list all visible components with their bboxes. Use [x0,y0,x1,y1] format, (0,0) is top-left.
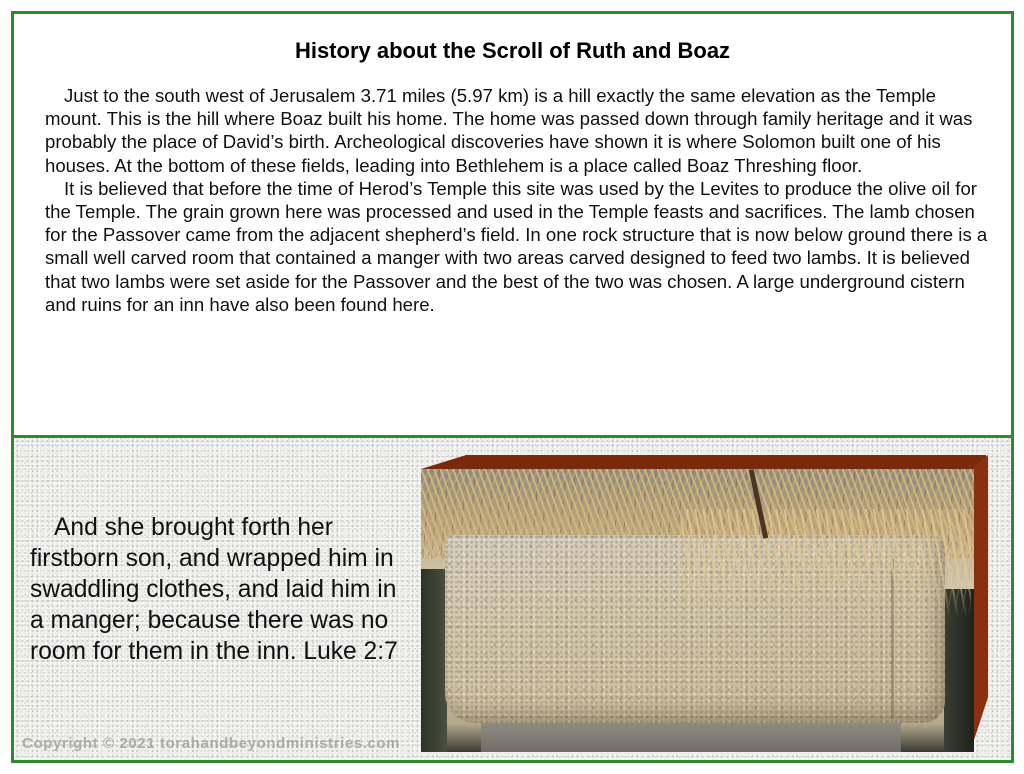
history-panel [14,14,1011,435]
history-text [45,84,990,316]
verse-text: And she brought forth her firstborn son, and wrapped him in swaddling clothes, and laid him in a manger; because there was no room for them in the inn. Luke 2:7 [30,514,398,665]
frame-bevel-top [421,455,986,469]
scripture-verse [30,512,410,667]
history-paragraph: It is believed that before the time of Herod’s Temple this site was used by the Levites to produce the olive oil for the Temple. The grain grown here was processed and used in the Temple feasts and sacrifices. The lamb chosen for the Passover came from the adjacent shepherd’s field. In one rock structure that is now below ground there is a small well carved room that contained a manger with two areas carved designed to feed two lambs. It is believed that two lambs were set aside for the Passover and the best of the two was chosen. A large underground cistern and ruins for an inn have also been found here. [45,177,988,315]
straw-overlay [681,509,971,619]
frame-bevel-right [974,455,988,740]
verse-panel [14,438,1011,760]
photo-frame [421,455,993,752]
page-title: History about the Scroll of Ruth and Boaz [294,38,731,63]
manger-photo [421,469,974,752]
copyright-watermark: Copyright © 2021 torahandbeyondministries.com [22,735,401,752]
stone-base [481,722,901,752]
slide [11,11,1014,763]
history-paragraph: Just to the south west of Jerusalem 3.71 miles (5.97 km) is a hill exactly the same elevation as the Temple mount. This is the hill where Boaz built his home. The home was passed down through family heritage and it was probably the place of David’s birth. Archeological discoveries have shown it is where Solomon built one of his houses. At the bottom of these fields, leading into Bethlehem is a place called Boaz Threshing floor. [45,85,973,176]
photo-shadow-left [421,569,447,752]
